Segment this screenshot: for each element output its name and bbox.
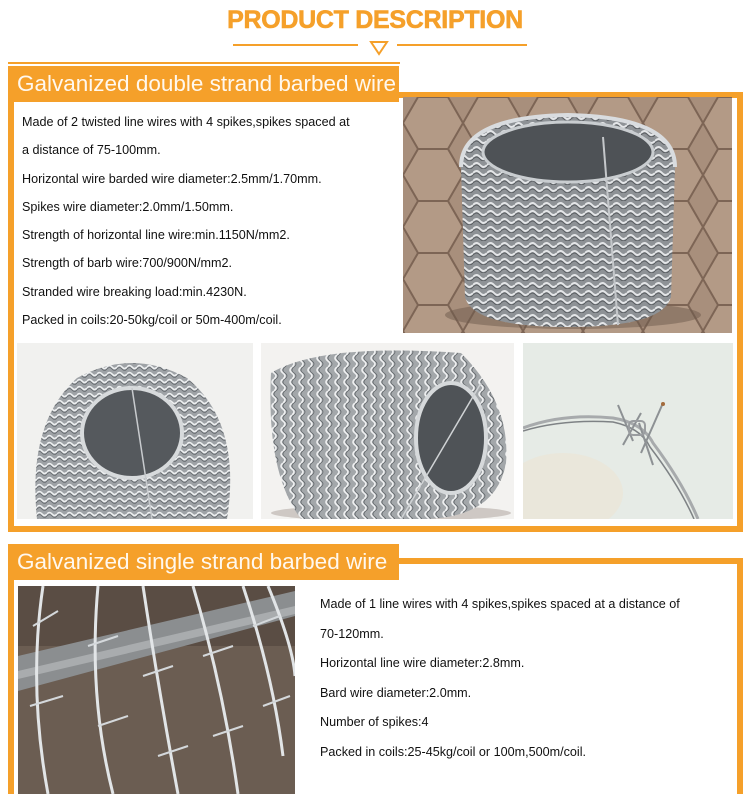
photo-barbed-wire-coil-side	[261, 343, 514, 519]
spec-line: Strength of barb wire:700/900N/mm2.	[22, 256, 233, 271]
spec-list	[22, 112, 392, 338]
spec-line: 70-120mm.	[320, 626, 384, 641]
photo-barbed-wire-strand-closeup	[523, 343, 733, 519]
spec-line: Made of 1 line wires with 4 spikes,spikes spaced at a distance of	[320, 597, 680, 611]
header-divider-left	[233, 44, 358, 46]
spec-line: Stranded wire breaking load:min.4230N.	[22, 284, 247, 299]
spec-line: Made of 2 twisted line wires with 4 spikes,spikes spaced at	[22, 115, 350, 129]
spec-line: Packed in coils:20-50kg/coil or 50m-400m/coil.	[22, 313, 282, 328]
spec-list	[320, 594, 730, 772]
photo-single-strand-wire-loops	[18, 586, 295, 794]
section-top-rule	[8, 62, 400, 64]
spec-line: Packed in coils:25-45kg/coil or 100m,500m/coil.	[320, 744, 586, 759]
spec-line: Bard wire diameter:2.0mm.	[320, 685, 472, 700]
spec-line: Strength of horizontal line wire:min.1150N/mm2.	[22, 228, 290, 243]
section-title: Galvanized single strand barbed wire	[8, 544, 399, 580]
page-title: PRODUCT DESCRIPTION	[227, 6, 523, 34]
section-title: Galvanized double strand barbed wire	[8, 66, 399, 102]
spec-line: Number of spikes:4	[320, 715, 429, 730]
spec-line: Horizontal wire barded wire diameter:2.5mm/1.70mm.	[22, 171, 322, 186]
photo-barbed-wire-coil-front	[17, 343, 253, 519]
header-divider-right	[397, 44, 527, 46]
spec-line: Horizontal line wire diameter:2.8mm.	[320, 656, 525, 671]
photo-barbed-wire-coil-on-paving	[403, 97, 732, 333]
spec-line: a distance of 75-100mm.	[22, 143, 161, 158]
triangle-down-icon	[369, 40, 389, 56]
spec-line: Spikes wire diameter:2.0mm/1.50mm.	[22, 199, 234, 214]
